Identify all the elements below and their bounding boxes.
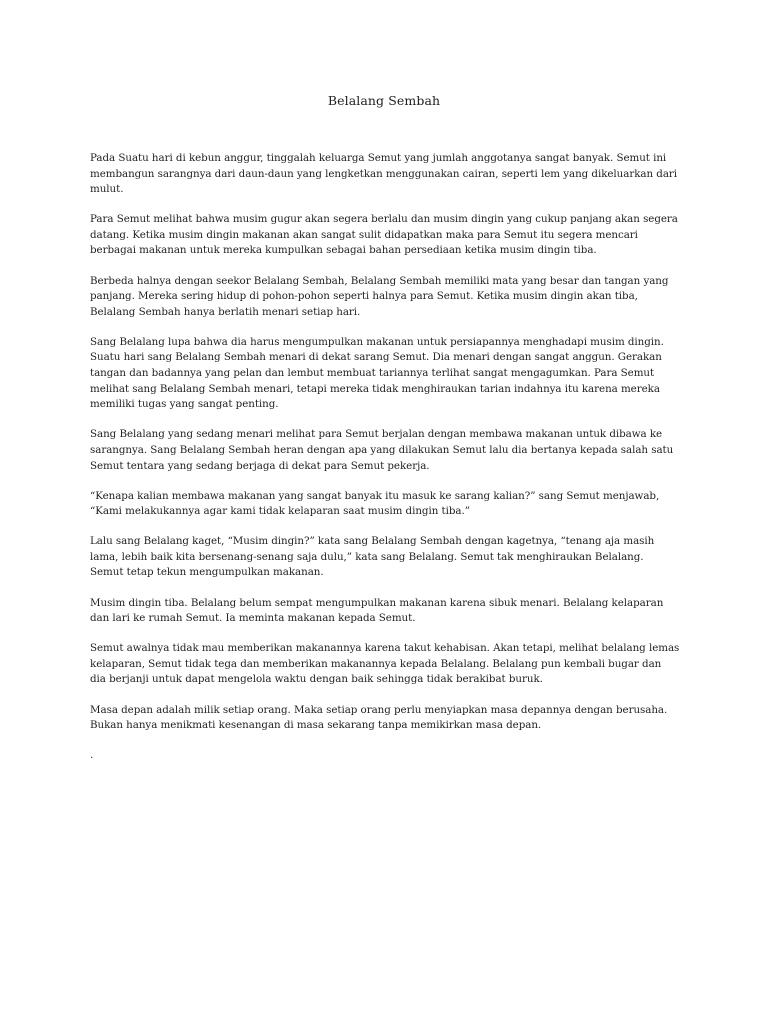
paragraph: Sang Belalang yang sedang menari melihat para Semut berjalan dengan membawa makanan untuk dibawa ke sarangnya. Sang Belalang Sembah heran dengan apa yang dilakukan Semut lalu dia bertanya kepada salah satu Semut tentara yang sedang berjaga di dekat para Semut pekerja. [90,428,674,472]
paragraph: “Kenapa kalian membawa makanan yang sangat banyak itu masuk ke sarang kalian?” sang Semut menjawab, “Kami melakukannya agar kami tidak kelaparan saat musim dingin tiba.” [90,489,660,518]
document-title: Belalang Sembah [327,93,441,108]
paragraph: Sang Belalang lupa bahwa dia harus mengumpulkan makanan untuk persiapannya menghadapi musim dingin. Suatu hari sang Belalang Sembah menari di dekat sarang Semut. Dia menari dengan sangat anggun. Gerakan tangan dan badannya yang pelan dan lembut membuat tariannya terlihat sangat mengagumkan. Para Semut melihat sang Belalang Sembah menari, tetapi mereka tidak menghiraukan tarian indahnya itu karena mereka memiliki tugas yang sangat penting. [90,335,664,411]
paragraph: Semut awalnya tidak mau memberikan makanannya karena takut kehabisan. Akan tetapi, melihat belalang lemas kelaparan, Semut tidak tega dan memberikan makanannya kepada Belalang. Belalang pun kembali bugar dan dia berjanji untuk dapat mengelola waktu dengan baik sehingga tidak berakibat buruk. [90,642,680,686]
paragraph: Musim dingin tiba. Belalang belum sempat mengumpulkan makanan karena sibuk menari. Belalang kelaparan dan lari ke rumah Semut. Ia meminta makanan kepada Semut. [90,596,664,625]
document-body [90,151,680,764]
paragraph: Berbeda halnya dengan seekor Belalang Sembah, Belalang Sembah memiliki mata yang besar dan tangan yang panjang. Mereka sering hidup di pohon-pohon seperti halnya para Semut. Ketika musim dingin akan tiba, Belalang Sembah hanya berlatih menari setiap hari. [90,274,669,318]
paragraph: Masa depan adalah milik setiap orang. Maka setiap orang perlu menyiapkan masa depannya dengan berusaha. Bukan hanya menikmati kesenangan di masa sekarang tanpa memikirkan masa depan. [90,703,668,732]
paragraph: Para Semut melihat bahwa musim gugur akan segera berlalu dan musim dingin yang cukup panjang akan segera datang. Ketika musim dingin makanan akan sangat sulit didapatkan maka para Semut itu segera mencari berbagai makanan untuk mereka kumpulkan sebagai bahan persediaan ketika musim dingin tiba. [90,213,678,257]
trailing-mark: . [90,749,94,762]
paragraph: Lalu sang Belalang kaget, “Musim dingin?” kata sang Belalang Sembah dengan kagetnya, “tenang aja masih lama, lebih baik kita bersenang-senang saja dulu,” kata sang Belalang. Semut tak menghiraukan Belalang. Semut tetap tekun mengumpulkan makanan. [90,535,655,579]
paragraph: Pada Suatu hari di kebun anggur, tinggalah keluarga Semut yang jumlah anggotanya sangat banyak. Semut ini membangun sarangnya dari daun-daun yang lengketkan menggunakan cairan, seperti lem yang dikeluarkan dari mulut. [90,152,678,196]
